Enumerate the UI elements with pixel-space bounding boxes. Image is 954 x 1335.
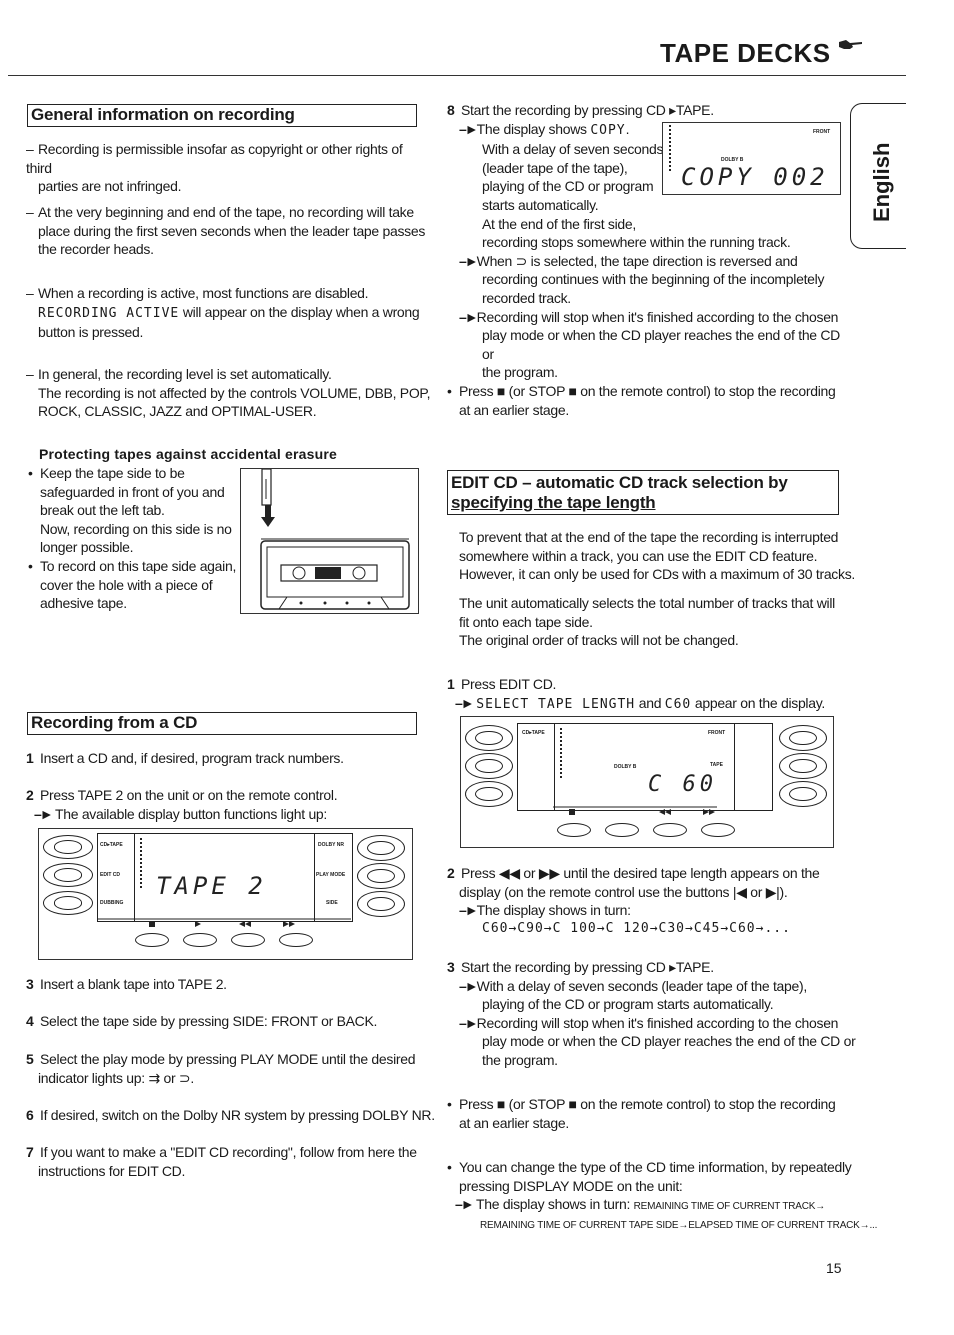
step8-stop-line-3: the program.	[482, 364, 558, 381]
language-tab	[850, 103, 906, 249]
general-item-4-line-2: The recording is not affected by the controls VOLUME, DBB, POP,	[38, 384, 431, 401]
next-track-icon: ▶|	[765, 883, 780, 900]
recording-step-5-text: Select the play mode by pressing PLAY MODE until the desired	[40, 1051, 416, 1067]
edit-press-3: on the remote control) to stop the recording	[580, 1096, 836, 1112]
stop-square-icon: ■	[496, 383, 506, 399]
general-item-1: – Recording is permissible insofar as copyright or other rights of third parties are not infringed.	[26, 140, 426, 196]
section-heading-edit-cd	[447, 470, 839, 515]
label-edit-cd: EDIT CD	[100, 872, 120, 878]
general-item-3: – When a recording is active, most functions are disabled. RECORDING ACTIVE will appear on the display when a wrong button is pressed.	[26, 284, 436, 342]
stop-icon	[149, 921, 155, 927]
section-heading-general	[27, 104, 417, 127]
rewind-icon: ◀◀	[498, 865, 520, 881]
previous-track-icon: |◀	[732, 883, 747, 900]
recording-step-4-text: Select the tape side by pressing SIDE: FRONT or BACK.	[40, 1013, 378, 1029]
protect-list: • Keep the tape side to be safeguarded in front of you and break out the left tab. Now, recording on this side is no longer possible. • To record on this tape side again, cover the hole with a piece of adhesive tape.	[28, 464, 243, 613]
recording-step-1-text: Insert a CD and, if desired, program track numbers.	[40, 750, 344, 766]
edit-step-2-or: or	[523, 865, 536, 881]
step8-press-4: at an earlier stage.	[459, 401, 569, 418]
general-item-2-line-1: At the very beginning and end of the tape, no recording will take	[38, 204, 414, 220]
edit-heading-line-1: EDIT CD – automatic CD track selection by	[451, 473, 788, 492]
tape2-lcd	[97, 833, 353, 922]
recording-step-6: 6 If desired, switch on the Dolby NR system by pressing DOLBY NR.	[26, 1107, 435, 1123]
copy-display-text: COPY 002	[681, 163, 829, 191]
edit-intro-line-2: somewhere within a track, you can use the EDIT CD feature.	[459, 547, 818, 564]
edit-panel-bottom-button-4	[701, 823, 735, 837]
reverse-mode-icon: ⊃	[515, 252, 528, 269]
cassette-illustration	[240, 468, 419, 614]
label-cd-tape: CD▸TAPE	[100, 842, 123, 848]
label-dubbing: DUBBING	[100, 900, 124, 906]
edit-press-1: Press	[459, 1096, 494, 1112]
c60-lcd-text: C 60	[648, 772, 717, 797]
recording-step-5: 5 Select the play mode by pressing PLAY MODE until the desired indicator lights up: ⇉ or ⊃.	[26, 1051, 416, 1086]
language-tab-label: English	[869, 142, 894, 222]
recording-step-7: 7 If you want to make a "EDIT CD recording", follow from here the instructions for EDIT CD.	[26, 1143, 446, 1180]
c60-lcd: C60	[664, 696, 692, 712]
panel-left-button-1	[43, 835, 93, 859]
display-mode-note: • You can change the type of the CD time information, by repeatedly pressing DISPLAY MODE on the unit: –► The display shows in turn: REMAINING TIME OF CURRENT TRACK→ REMAINING TIME OF CURRENT TAPE SIDE→ELAPSED TIME OF CURRENT TRACK→...	[447, 1158, 887, 1235]
display-mode-line-1: You can change the type of the CD time information, by repeatedly	[459, 1159, 852, 1175]
general-item-2: – At the very beginning and end of the tape, no recording will take place during the first seven seconds when the leader tape passes the recorder heads.	[26, 204, 426, 258]
edit-step-3-line-4: Recording will stop when it's finished according to the chosen	[476, 1014, 839, 1031]
recording-step-2-text: Press TAPE 2 on the unit or on the remote control.	[40, 787, 338, 803]
protect-line-7: cover the hole with a piece of	[40, 576, 213, 593]
recording-step-4: 4 Select the tape side by pressing SIDE: FRONT or BACK.	[26, 1013, 378, 1029]
recording-step-1: 1 Insert a CD and, if desired, program track numbers.	[26, 750, 344, 766]
edit-intro-2	[459, 594, 859, 650]
page-title	[660, 38, 864, 69]
play-icon	[195, 921, 201, 927]
edit-step-1-text: Press EDIT CD.	[461, 676, 557, 692]
transport-symbols	[97, 917, 351, 931]
label-side: SIDE	[326, 900, 338, 906]
general-item-1-line-1: Recording is permissible insofar as copyright or other rights of third	[26, 141, 403, 176]
edit-step-1-and: and	[635, 694, 665, 711]
step8-line-7: At the end of the first side,	[482, 215, 636, 232]
step8-line-4: (leader tape of the tape),	[482, 159, 628, 176]
step8-stop-line-2: play mode or when the CD player reaches the end of the CD or	[482, 327, 840, 362]
recording-step-2-result: The available display button functions light up:	[55, 805, 328, 822]
general-item-3-line-2: will appear on the display when a wrong	[179, 303, 420, 320]
step8-line-5: playing of the CD or program	[482, 178, 654, 195]
panel-bottom-button-1	[135, 933, 169, 947]
edit-panel-left-button-2	[465, 753, 513, 779]
general-item-4: – In general, the recording level is set automatically. The recording is not affected by the controls VOLUME, DBB, POP, ROCK, CLASSIC, JAZZ and OPTIMAL-USER.	[26, 365, 436, 421]
step8-copy-lcd: COPY	[590, 122, 626, 138]
display-mode-seq-2: REMAINING TIME OF CURRENT TAPE SIDE→ELAPSED TIME OF CURRENT TRACK→...	[480, 1219, 878, 1231]
edit-step-2: 2 Press ◀◀ or ▶▶ until the desired tape length appears on the display (on the remote control use the buttons |◀ or ▶|). –►The display shows in turn: C60→C90→C 100→C 120→C30→C45→C60→...	[447, 864, 867, 938]
c60-lcd: CD▸TAPE FRONT DOLBY B TAPE C 60	[517, 723, 773, 811]
edit-step-2-result: The display shows in turn:	[476, 902, 631, 919]
step8-line-6: starts automatically.	[482, 196, 599, 213]
edit-step-2-press: Press	[461, 865, 496, 881]
edit-panel-right-button-3	[779, 781, 827, 807]
section-heading-recording-cd	[27, 712, 417, 735]
step8-press-stop: • Press ■ (or STOP ■ on the remote control) to stop the recording at an earlier stage.	[447, 382, 867, 419]
protect-line-8: adhesive tape.	[40, 595, 127, 612]
fast-forward-icon: ▶▶	[538, 865, 560, 881]
tape2-lcd-text: TAPE 2	[156, 872, 267, 900]
edit-press-2: (or STOP	[508, 1096, 565, 1112]
header-title: TAPE DECKS	[660, 38, 831, 68]
copy-display: FRONT DOLBY B COPY 002	[662, 122, 841, 195]
edit-panel-right-button-2	[779, 753, 827, 779]
general-item-2-line-3: the recorder heads.	[38, 241, 154, 258]
protect-line-2: safeguarded in front of you and	[40, 483, 225, 500]
step8-line-2: The display shows	[476, 120, 591, 137]
edit-intro-line-3: However, it can only be used for CDs with a maximum of 30 tracks.	[459, 566, 855, 583]
panel-right-button-1	[357, 835, 405, 861]
display-mode-seq-1: REMAINING TIME OF CURRENT TRACK→	[633, 1201, 826, 1213]
edit-step-3-line-6: the program.	[482, 1051, 558, 1068]
general-item-4-line-3: ROCK, CLASSIC, JAZZ and OPTIMAL-USER.	[38, 403, 317, 420]
stop-square-icon-3: ■	[496, 1096, 506, 1112]
general-item-3-line-1: When a recording is active, most functions are disabled.	[38, 285, 369, 301]
step8-line-8: recording stops somewhere within the running track.	[482, 234, 791, 251]
edit-step-3-text: Start the recording by pressing CD ▸TAPE.	[461, 959, 714, 975]
edit-step-3-line-2: With a delay of seven seconds (leader tape of the tape),	[476, 977, 807, 994]
panel-bottom-button-2	[183, 933, 217, 947]
label-play-mode: PLAY MODE	[316, 872, 346, 878]
recording-step-3-text: Insert a blank tape into TAPE 2.	[40, 976, 227, 992]
edit-step-3-line-5: play mode or when the CD player reaches the end of the CD or	[482, 1033, 856, 1050]
recording-step-6-text: If desired, switch on the Dolby NR system by pressing DOLBY NR.	[40, 1107, 435, 1123]
edit-press-4: at an earlier stage.	[459, 1114, 569, 1131]
step8-when-line-2: recorded track.	[482, 289, 571, 306]
select-tape-length-lcd: SELECT TAPE LENGTH	[476, 696, 636, 712]
protect-heading: Protecting tapes against accidental erasure	[39, 446, 338, 462]
display-mode-line-2: pressing DISPLAY MODE on the unit:	[459, 1177, 683, 1194]
edit-intro-line-1: To prevent that at the end of the tape the recording is interrupted	[459, 529, 839, 545]
panel-bottom-button-3	[231, 933, 265, 947]
edit-intro2-line-2: fit onto each tape side.	[459, 613, 593, 630]
edit-panel-left-button-3	[465, 781, 513, 807]
step8-when: When	[476, 252, 513, 269]
recording-step-5-or: or	[163, 1069, 176, 1086]
edit-transport-symbols	[517, 799, 771, 819]
page-number: 15	[826, 1260, 842, 1276]
step8-press-1: Press	[459, 383, 494, 399]
tape2-display-panel	[38, 828, 413, 960]
edit-press-stop: • Press ■ (or STOP ■ on the remote control) to stop the recording at an earlier stage.	[447, 1095, 867, 1132]
edit-step-2-text-2: display (on the remote control use the buttons	[459, 883, 730, 900]
recording-step-2: 2 Press TAPE 2 on the unit or on the remote control. –► The available display button functions light up:	[26, 787, 338, 822]
step8-press-2: (or STOP	[508, 383, 565, 399]
edit-panel-bottom-button-1	[557, 823, 591, 837]
play-mode-oneway-icon: ⇉	[148, 1069, 160, 1086]
recording-step-7-text-2: instructions for EDIT CD.	[38, 1162, 186, 1179]
protect-line-3: break out the left tab.	[40, 502, 165, 519]
general-item-2-line-2: place during the first seven seconds when the leader tape passes	[38, 222, 426, 239]
edit-step-2-text: until the desired tape length appears on the	[563, 865, 820, 881]
general-item-4-line-1: In general, the recording level is set automatically.	[38, 366, 332, 382]
recording-step-5-text-2: indicator lights up:	[38, 1069, 145, 1086]
edit-step-3: 3 Start the recording by pressing CD ▸TAPE. –►With a delay of seven seconds (leader tape of the tape), playing of the CD or program starts automatically. –►Recording will stop when it's finished according to the chosen play mode or when the CD player reaches the end of the CD or the program.	[447, 958, 867, 1070]
recording-active-display-text: RECORDING ACTIVE	[38, 305, 180, 321]
c60-display-panel	[460, 716, 834, 848]
edit-intro	[459, 528, 859, 584]
edit-step-1-end: appear on the display.	[691, 694, 825, 711]
step8-stop-line-1: Recording will stop when it's finished according to the chosen	[476, 308, 839, 325]
edit-panel-left-button-1	[465, 725, 513, 751]
panel-right-button-2	[357, 863, 405, 889]
edit-intro2-line-1: The unit automatically selects the total number of tracks that will	[459, 595, 835, 611]
edit-step-1: 1 Press EDIT CD. –► SELECT TAPE LENGTH and C60 appear on the display.	[447, 676, 825, 712]
panel-left-button-2	[43, 863, 93, 887]
step8-when-line-1: recording continues with the beginning of the incompletely	[482, 271, 825, 288]
edit-panel-bottom-button-3	[653, 823, 687, 837]
fast-forward-icon	[283, 921, 295, 927]
step8-line-3: With a delay of seven seconds	[482, 141, 664, 158]
hand-pointer-icon	[838, 38, 864, 52]
label-dolby-nr: DOLBY NR	[318, 842, 345, 848]
step8-press-3: on the remote control) to stop the recording	[580, 383, 836, 399]
header-rule	[8, 75, 906, 76]
edit-panel-right-button-1	[779, 725, 827, 751]
edit-step-2-or-2: or	[750, 883, 763, 900]
step8-when-post: is selected, the tape direction is reversed and	[530, 252, 798, 269]
edit-panel-bottom-button-2	[605, 823, 639, 837]
edit-heading-line-2: specifying the tape length	[451, 493, 656, 512]
general-heading-text: General information on recording	[31, 105, 295, 124]
play-mode-reverse-icon: ⊃	[178, 1069, 191, 1086]
edit-intro2-line-3: The original order of tracks will not be changed.	[459, 632, 739, 649]
panel-right-button-3	[357, 891, 405, 917]
step8-line-1: Start the recording by pressing CD ▸TAPE.	[461, 102, 714, 118]
cassette-tab-break-icon	[241, 469, 418, 613]
stop-square-icon-4: ■	[568, 1096, 577, 1112]
general-item-1-line-2: parties are not infringed.	[38, 178, 182, 195]
protect-line-1: Keep the tape side to be	[40, 465, 185, 481]
protect-line-6: To record on this tape side again,	[40, 557, 237, 574]
rewind-icon	[239, 921, 251, 927]
panel-left-button-3	[43, 891, 93, 915]
panel-bottom-button-4	[279, 933, 313, 947]
protect-line-4: Now, recording on this side is no	[40, 520, 232, 537]
recording-cd-heading-text: Recording from a CD	[31, 713, 198, 732]
display-mode-shows: The display shows in turn:	[476, 1196, 634, 1213]
stop-square-icon-2: ■	[568, 383, 577, 399]
general-item-3-line-3: button is pressed.	[38, 324, 144, 341]
protect-line-5: longer possible.	[40, 539, 134, 556]
step-8: 8 Start the recording by pressing CD ▸TAPE. –►The display shows COPY. With a delay of seven seconds (leader tape of the tape), playing of the CD or program starts automatically. At the end of the first side, recording stops somewhere within the running track. –►When ⊃ is selected, the tape direction is reversed and recording continues with the beginning of the incompletely recorded track. –►Recording will stop when it's finished according to the chosen play mode or when the CD player reaches the end of the CD or the program.	[447, 101, 847, 382]
tape-length-sequence-lcd: C60→C90→C 100→C 120→C30→C45→C60→...	[482, 920, 791, 936]
recording-step-3: 3 Insert a blank tape into TAPE 2.	[26, 976, 227, 992]
edit-step-3-line-3: playing of the CD or program starts automatically.	[482, 996, 774, 1013]
recording-step-7-text: If you want to make a "EDIT CD recording", follow from here the	[40, 1144, 417, 1160]
